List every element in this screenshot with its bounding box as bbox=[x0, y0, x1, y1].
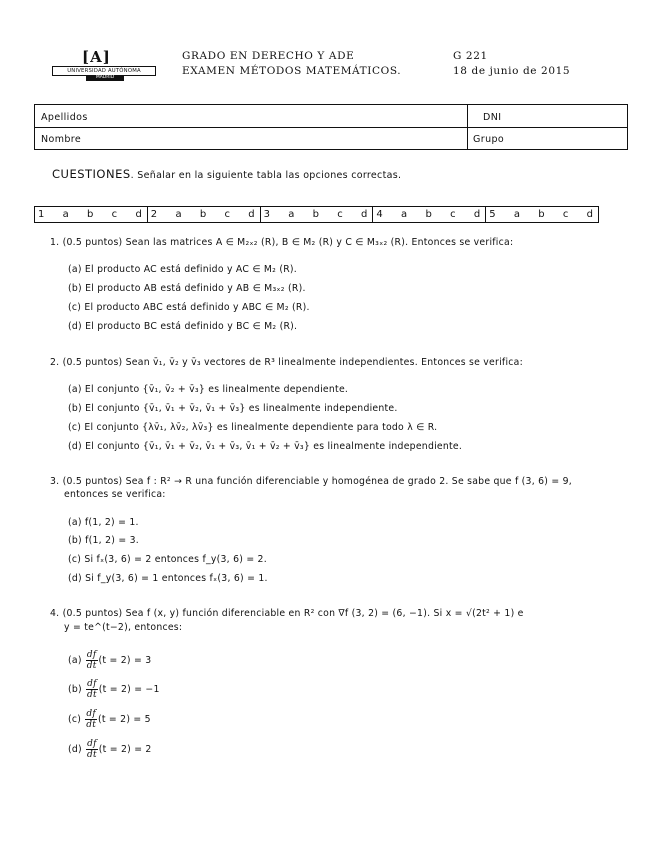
group-code: G 221 bbox=[453, 50, 488, 62]
question-3-option-b: (b) f(1, 2) = 3. bbox=[68, 535, 139, 546]
answer-option[interactable]: b bbox=[199, 209, 207, 220]
group-label: Grupo bbox=[473, 134, 505, 145]
question-4-option-d bbox=[68, 739, 152, 760]
fraction-denominator: dt bbox=[86, 750, 97, 760]
question-2-option-c: (c) El conjunto {λv̄₁, λv̄₂, λv̄₃} es linealmente dependiente para todo λ ∈ R. bbox=[68, 422, 438, 433]
exam-title: EXAMEN MÉTODOS MATEMÁTICOS. bbox=[182, 65, 402, 77]
answer-option[interactable]: b bbox=[87, 209, 94, 220]
question-2-option-b: (b) El conjunto {v̄₁, v̄₁ + v̄₂, v̄₁ + v̄₃} es linealmente independiente. bbox=[68, 403, 398, 414]
question-3-stem: 3. (0.5 puntos) Sea f : R² → R una función diferenciable y homogénea de grado 2. Se sabe que f (3, 6) = 9, bbox=[50, 476, 572, 487]
question-2-option-a: (a) El conjunto {v̄₁, v̄₂ + v̄₃} es linealmente dependiente. bbox=[68, 384, 349, 395]
question-3-option-c: (c) Si fₓ(3, 6) = 2 entonces f_y(3, 6) = 2. bbox=[68, 554, 267, 565]
question-2-option-d: (d) El conjunto {v̄₁, v̄₁ + v̄₂, v̄₁ + v̄₃, v̄₁ + v̄₂ + v̄₃} es linealmente independiente. bbox=[68, 441, 463, 452]
answer-cell[interactable] bbox=[486, 207, 598, 222]
answer-num: 1 bbox=[38, 209, 45, 220]
question-1-option-b: (b) El producto AB está definido y AB ∈ M₃ₓ₂ (R). bbox=[68, 283, 306, 294]
answer-cell[interactable] bbox=[35, 207, 148, 222]
answer-option[interactable]: a bbox=[175, 209, 182, 220]
section-title: CUESTIONES bbox=[52, 167, 131, 181]
answer-cell[interactable] bbox=[261, 207, 374, 222]
section-heading bbox=[52, 163, 401, 182]
option-value: (t = 2) = −1 bbox=[98, 684, 160, 695]
option-label: (a) bbox=[68, 655, 82, 666]
answer-option[interactable]: b bbox=[425, 209, 432, 220]
question-3-option-a: (a) f(1, 2) = 1. bbox=[68, 517, 139, 528]
question-4-option-a bbox=[68, 650, 151, 671]
answer-option[interactable]: a bbox=[401, 209, 408, 220]
derivative-fraction bbox=[86, 739, 98, 760]
option-value: (t = 2) = 5 bbox=[97, 714, 151, 725]
university-logo bbox=[52, 48, 156, 82]
fraction-numerator: df bbox=[86, 650, 97, 660]
answer-cell[interactable] bbox=[148, 207, 261, 222]
derivative-fraction bbox=[86, 679, 98, 700]
answer-option[interactable]: c bbox=[450, 209, 456, 220]
option-label: (b) bbox=[68, 684, 82, 695]
question-2-stem: 2. (0.5 puntos) Sean v̄₁, v̄₂ y v̄₃ vectores de R³ linealmente independientes. Entonces se verifica: bbox=[50, 357, 523, 368]
answer-num: 2 bbox=[150, 209, 158, 220]
question-1-stem: 1. (0.5 puntos) Sean las matrices A ∈ M₂ₓ₂ (R), B ∈ M₂ (R) y C ∈ M₃ₓ₂ (R). Entonces se verifica: bbox=[50, 237, 514, 248]
name-label: Nombre bbox=[41, 134, 82, 145]
answer-option[interactable]: c bbox=[337, 209, 343, 220]
answer-option[interactable]: d bbox=[473, 209, 481, 220]
answer-num: 3 bbox=[263, 209, 270, 220]
logo-mark: [A] bbox=[82, 48, 111, 66]
fraction-numerator: df bbox=[87, 739, 97, 749]
fraction-numerator: df bbox=[86, 709, 96, 719]
option-label: (d) bbox=[68, 744, 82, 755]
id-box-column-divider bbox=[467, 105, 468, 149]
question-1-option-d: (d) El producto BC está definido y BC ∈ M₂ (R). bbox=[68, 321, 298, 332]
answer-option[interactable]: b bbox=[538, 209, 545, 220]
fraction-denominator: dt bbox=[86, 661, 97, 671]
derivative-fraction bbox=[86, 650, 98, 671]
logo-university-name: UNIVERSIDAD AUTÓNOMA bbox=[52, 66, 156, 76]
answer-option[interactable]: a bbox=[62, 209, 69, 220]
logo-campus: MADRID bbox=[86, 75, 124, 81]
answer-option[interactable]: a bbox=[288, 209, 295, 220]
answer-cell[interactable] bbox=[373, 207, 486, 222]
option-value: (t = 2) = 2 bbox=[98, 744, 152, 755]
fraction-numerator: df bbox=[87, 679, 97, 689]
answer-num: 5 bbox=[489, 209, 496, 220]
fraction-denominator: dt bbox=[86, 720, 97, 730]
fraction-denominator: dt bbox=[86, 690, 97, 700]
id-box-row-divider bbox=[35, 127, 627, 128]
derivative-fraction bbox=[85, 709, 97, 730]
question-4-option-c bbox=[68, 709, 151, 730]
answer-option[interactable]: d bbox=[361, 209, 368, 220]
answer-option[interactable]: d bbox=[248, 209, 255, 220]
question-1-option-c: (c) El producto ABC está definido y ABC ∈ M₂ (R). bbox=[68, 302, 310, 313]
exam-date: 18 de junio de 2015 bbox=[453, 65, 571, 77]
answer-num: 4 bbox=[376, 209, 383, 220]
student-id-box bbox=[34, 104, 628, 150]
answer-option[interactable]: b bbox=[312, 209, 319, 220]
section-instruction: . Señalar en la siguiente tabla las opciones correctas. bbox=[130, 170, 402, 181]
option-label: (c) bbox=[68, 714, 82, 725]
option-value: (t = 2) = 3 bbox=[98, 655, 152, 666]
answer-option[interactable]: c bbox=[111, 209, 118, 220]
answer-option[interactable]: d bbox=[135, 209, 142, 220]
answer-option[interactable]: c bbox=[224, 209, 230, 220]
answer-table bbox=[34, 206, 599, 223]
answer-option[interactable]: a bbox=[513, 209, 520, 220]
degree-title: GRADO EN DERECHO Y ADE bbox=[182, 50, 355, 62]
surname-label: Apellidos bbox=[41, 112, 88, 123]
question-4-stem: 4. (0.5 puntos) Sea f (x, y) función diferenciable en R² con ∇f (3, 2) = (6, −1). Si x = √(2t² + 1) e bbox=[50, 608, 524, 619]
question-4-option-b bbox=[68, 679, 160, 700]
question-3-option-d: (d) Si f_y(3, 6) = 1 entonces fₓ(3, 6) = 1. bbox=[68, 573, 268, 584]
question-1-option-a: (a) El producto AC está definido y AC ∈ M₂ (R). bbox=[68, 264, 297, 275]
answer-option[interactable]: c bbox=[562, 209, 569, 220]
dni-label: DNI bbox=[483, 112, 502, 123]
answer-option[interactable]: d bbox=[586, 209, 593, 220]
question-3-stem-continued: entonces se verifica: bbox=[64, 489, 166, 500]
question-4-stem-continued: y = te^(t−2), entonces: bbox=[64, 622, 183, 633]
